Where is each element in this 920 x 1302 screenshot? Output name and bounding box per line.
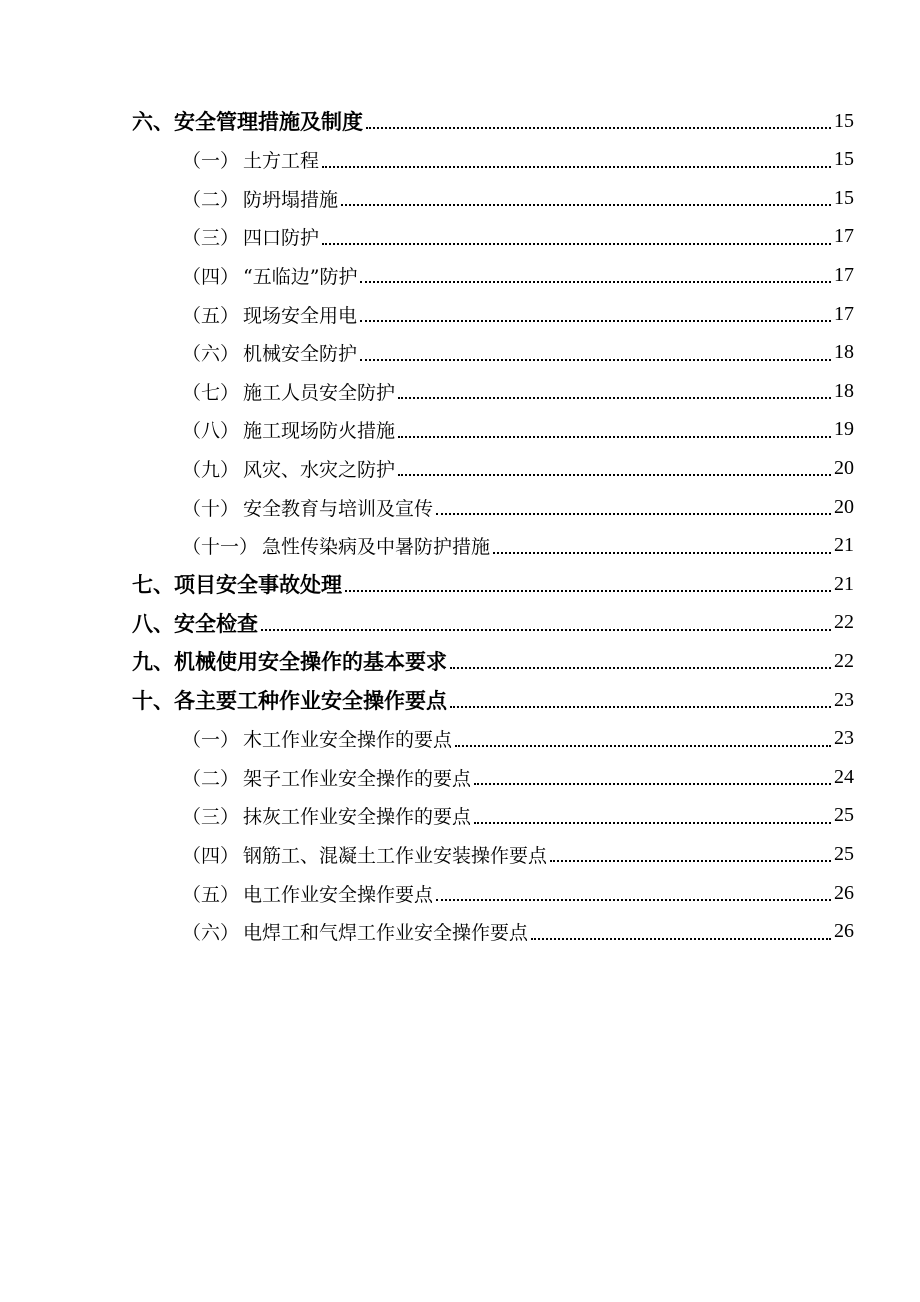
- toc-entry-number: （四）: [182, 265, 240, 288]
- toc-entry-number: 七、: [132, 573, 174, 598]
- toc-entry-page-number: 22: [834, 649, 854, 672]
- dot-leader: [322, 166, 831, 168]
- toc-entry-number: 十、: [132, 689, 174, 713]
- toc-entry[interactable]: [0, 488, 920, 526]
- dot-leader: [322, 243, 831, 245]
- toc-entry[interactable]: [0, 334, 920, 372]
- toc-entry-number: （三）: [182, 227, 240, 250]
- toc-entry[interactable]: [0, 527, 920, 565]
- dot-leader: [493, 552, 831, 554]
- toc-entry-title: 抹灰工作业安全操作的要点: [243, 806, 472, 829]
- toc-entry-number: （五）: [182, 883, 240, 906]
- dot-leader: [360, 320, 831, 322]
- toc-entry-number: （十一）: [182, 536, 259, 559]
- dot-leader: [436, 513, 831, 515]
- toc-entry-title: “五临边”防护: [243, 265, 358, 288]
- toc-entry-page-number: 17: [834, 263, 854, 286]
- toc-entry-number: 八、: [132, 611, 174, 636]
- dot-leader: [360, 281, 831, 283]
- toc-entry-title: 电焊工和气焊工作业安全操作要点: [243, 922, 529, 945]
- toc-entry-page-number: 20: [834, 495, 854, 518]
- toc-entry-title: 机械安全防护: [243, 343, 358, 366]
- toc-entry-page-number: 17: [834, 302, 854, 325]
- toc-entry-number: （八）: [182, 420, 240, 443]
- toc-entry[interactable]: [0, 604, 920, 642]
- toc-entry-page-number: 21: [834, 572, 854, 595]
- toc-entry[interactable]: [0, 642, 920, 680]
- toc-entry[interactable]: [0, 681, 920, 719]
- toc-entry-page-number: 17: [834, 225, 854, 248]
- toc-entry[interactable]: [0, 179, 920, 217]
- toc-entry[interactable]: [0, 449, 920, 487]
- toc-entry-page-number: 20: [834, 456, 854, 479]
- toc-entry-title: 安全检查: [174, 611, 258, 636]
- toc-entry-title: 木工作业安全操作的要点: [243, 729, 453, 752]
- toc-entry-page-number: 21: [834, 534, 854, 557]
- toc-entry-number: （九）: [182, 458, 240, 481]
- toc-entry-number: （一）: [182, 729, 240, 752]
- toc-entry[interactable]: [0, 218, 920, 256]
- toc-entry-title: 钢筋工、混凝土工作业安装操作要点: [243, 844, 548, 867]
- dot-leader: [345, 590, 831, 592]
- toc-entry-number: （十）: [182, 497, 240, 520]
- toc-entry-title: 施工现场防火措施: [243, 420, 396, 443]
- toc-entry-title: 电工作业安全操作要点: [243, 883, 434, 906]
- toc-entry[interactable]: [0, 411, 920, 449]
- toc-entry-title: 安全管理措施及制度: [174, 110, 363, 134]
- toc-entry-number: （二）: [182, 767, 240, 790]
- toc-entry[interactable]: [0, 835, 920, 873]
- dot-leader: [450, 706, 831, 708]
- toc-entry-page-number: 15: [834, 148, 854, 171]
- toc-entry-number: （五）: [182, 304, 240, 327]
- dot-leader: [341, 204, 831, 206]
- toc-entry-page-number: 26: [834, 920, 854, 943]
- toc-entry[interactable]: [0, 102, 920, 140]
- toc-entry-title: 各主要工种作业安全操作要点: [174, 689, 447, 713]
- toc-entry-page-number: 25: [834, 804, 854, 827]
- toc-entry-page-number: 19: [834, 418, 854, 441]
- toc-entry-number: （三）: [182, 806, 240, 829]
- dot-leader: [550, 860, 831, 862]
- toc-entry-title: 现场安全用电: [243, 304, 358, 327]
- toc-entry-number: （一）: [182, 150, 240, 173]
- toc-entry-page-number: 22: [834, 611, 854, 634]
- dot-leader: [455, 745, 831, 747]
- dot-leader: [450, 667, 831, 669]
- toc-entry[interactable]: [0, 913, 920, 951]
- dot-leader: [398, 474, 831, 476]
- dot-leader: [531, 938, 831, 940]
- toc-entry[interactable]: [0, 758, 920, 796]
- toc-entry-title: 机械使用安全操作的基本要求: [174, 650, 447, 675]
- toc-entry-number: （六）: [182, 922, 240, 945]
- toc-entry-title: 施工人员安全防护: [243, 381, 396, 404]
- toc-entry[interactable]: [0, 295, 920, 333]
- toc-entry-page-number: 23: [834, 727, 854, 750]
- toc-entry-title: 四口防护: [243, 227, 320, 250]
- dot-leader: [474, 822, 831, 824]
- dot-leader: [261, 629, 831, 631]
- toc-entry-page-number: 23: [834, 688, 854, 711]
- toc-entry-page-number: 26: [834, 881, 854, 904]
- toc-entry-page-number: 18: [834, 341, 854, 364]
- toc-entry-number: （四）: [182, 844, 240, 867]
- toc-entry[interactable]: [0, 797, 920, 835]
- toc-entry-title: 安全教育与培训及宣传: [243, 497, 434, 520]
- toc-entry-title: 风灾、水灾之防护: [243, 458, 396, 481]
- toc-entry-title: 急性传染病及中暑防护措施: [262, 536, 491, 559]
- toc-entry-page-number: 24: [834, 765, 854, 788]
- toc-entry[interactable]: [0, 720, 920, 758]
- toc-entry-page-number: 15: [834, 186, 854, 209]
- toc-entry[interactable]: [0, 372, 920, 410]
- dot-leader: [398, 397, 831, 399]
- toc-entry-number: （二）: [182, 188, 240, 211]
- toc-entry[interactable]: [0, 874, 920, 912]
- toc-entry-number: 九、: [132, 650, 174, 675]
- toc-entry-page-number: 15: [834, 109, 854, 132]
- toc-entry-number: 六、: [132, 110, 174, 134]
- toc-entry-title: 防坍塌措施: [243, 188, 339, 211]
- dot-leader: [436, 899, 831, 901]
- toc-entry[interactable]: [0, 256, 920, 294]
- dot-leader: [366, 127, 831, 129]
- toc-entry-page-number: 18: [834, 379, 854, 402]
- dot-leader: [360, 359, 831, 361]
- toc-entry-page-number: 25: [834, 842, 854, 865]
- dot-leader: [398, 436, 831, 438]
- toc-entry[interactable]: [0, 141, 920, 179]
- toc-entry[interactable]: [0, 565, 920, 603]
- toc-entry-number: （六）: [182, 343, 240, 366]
- toc-entry-title: 架子工作业安全操作的要点: [243, 767, 472, 790]
- dot-leader: [474, 783, 831, 785]
- toc-entry-title: 土方工程: [243, 150, 320, 173]
- toc-entry-number: （七）: [182, 381, 240, 404]
- toc-entry-title: 项目安全事故处理: [174, 573, 342, 598]
